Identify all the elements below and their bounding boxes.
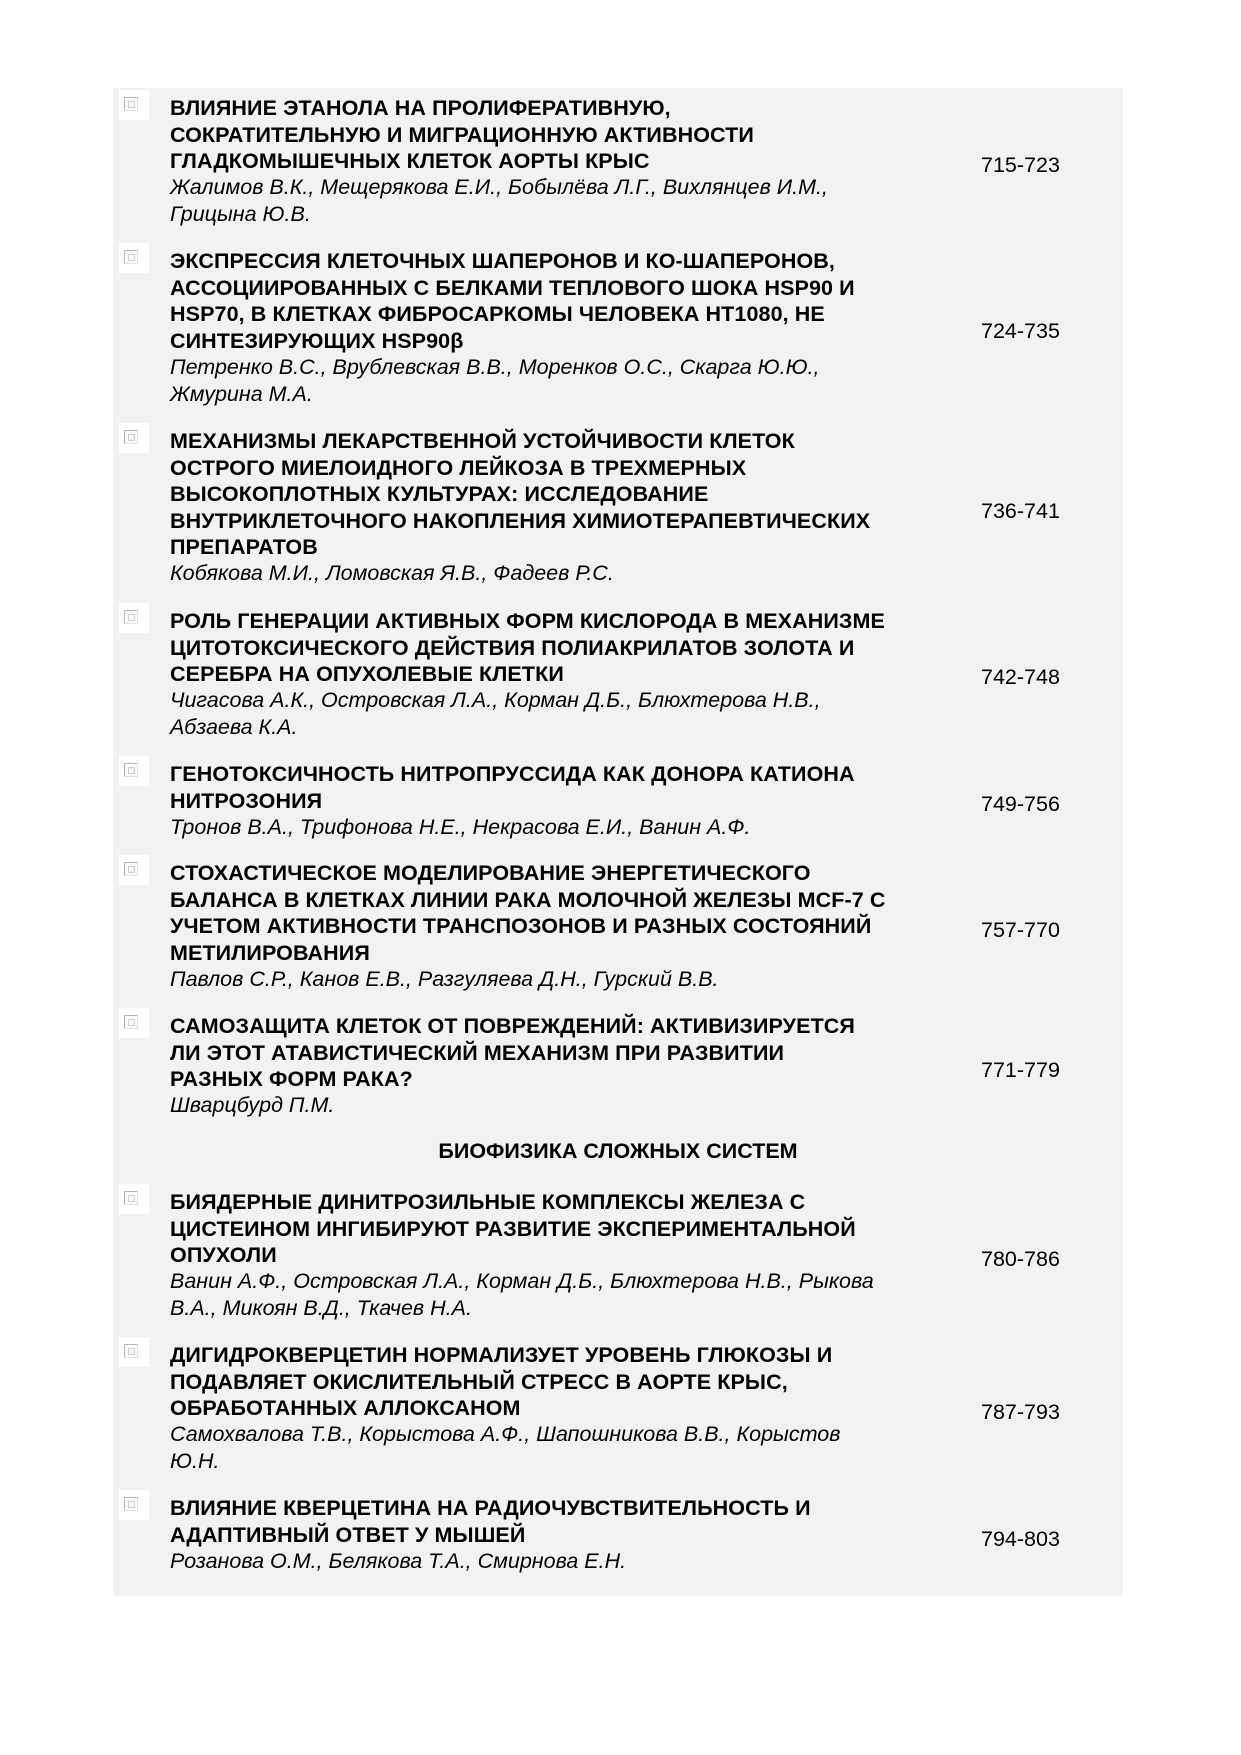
article-pages: 771-779 [981,1058,1060,1082]
article-pages: 780-786 [981,1247,1060,1271]
article-authors: Павлов С.Р., Канов Е.В., Разгуляева Д.Н., Гурский В.В. [170,967,719,991]
article-authors: Шварцбурд П.М. [170,1093,335,1117]
checkbox[interactable] [119,756,149,786]
checkbox-icon [124,1015,138,1029]
article-title[interactable]: ВЛИЯНИЕ КВЕРЦЕТИНА НА РАДИОЧУВСТВИТЕЛЬНОСТЬ И АДАПТИВНЫЙ ОТВЕТ У МЫШЕЙ [170,1496,811,1547]
article-title[interactable]: САМОЗАЩИТА КЛЕТОК ОТ ПОВРЕЖДЕНИЙ: АКТИВИЗИРУЕТСЯ ЛИ ЭТОТ АТАВИСТИЧЕСКИЙ МЕХАНИЗМ ПРИ РАЗВИТИИ РАЗНЫХ ФОРМ РАКА? [170,1014,855,1091]
table-of-contents [113,88,1123,1596]
checkbox-icon [124,1344,138,1358]
article-authors: Чигасова А.К., Островская Л.А., Корман Д.Б., Блюхтерова Н.В., Абзаева К.А. [170,688,821,739]
checkbox[interactable] [119,243,149,273]
article-pages: 749-756 [981,792,1060,816]
article-authors: Ванин А.Ф., Островская Л.А., Корман Д.Б., Блюхтерова Н.В., Рыкова В.А., Микоян В.Д., Ткачев Н.А. [170,1269,874,1320]
article-pages: 757-770 [981,918,1060,942]
article-title[interactable]: ДИГИДРОКВЕРЦЕТИН НОРМАЛИЗУЕТ УРОВЕНЬ ГЛЮКОЗЫ И ПОДАВЛЯЕТ ОКИСЛИТЕЛЬНЫЙ СТРЕСС В АОРТЕ КРЫС, ОБРАБОТАННЫХ АЛЛОКСАНОМ [170,1343,833,1420]
checkbox-icon [124,97,138,111]
article-title[interactable]: ЭКСПРЕССИЯ КЛЕТОЧНЫХ ШАПЕРОНОВ И КО-ШАПЕРОНОВ, АССОЦИИРОВАННЫХ С БЕЛКАМИ ТЕПЛОВОГО ШОКА HSP90 И HSP70, В КЛЕТКАХ ФИБРОСАРКОМЫ ЧЕЛОВЕКА HT1080, НЕ СИНТЕЗИРУЮЩИХ HSP90β [170,249,855,353]
article-authors: Розанова О.М., Белякова Т.А., Смирнова Е.Н. [170,1549,627,1573]
article-pages: 794-803 [981,1527,1060,1551]
article-pages: 715-723 [981,153,1060,177]
article-pages: 736-741 [981,499,1060,523]
checkbox[interactable] [119,1008,149,1038]
article-authors: Самохвалова Т.В., Корыстова А.Ф., Шапошникова В.В., Корыстов Ю.Н. [170,1422,841,1473]
checkbox[interactable] [119,1337,149,1367]
checkbox-icon [124,1497,138,1511]
checkbox-icon [124,430,138,444]
article-pages: 724-735 [981,319,1060,343]
checkbox[interactable] [119,603,149,633]
article-pages: 742-748 [981,665,1060,689]
article-title[interactable]: МЕХАНИЗМЫ ЛЕКАРСТВЕННОЙ УСТОЙЧИВОСТИ КЛЕТОК ОСТРОГО МИЕЛОИДНОГО ЛЕЙКОЗА В ТРЕХМЕРНЫХ ВЫСОКОПЛОТНЫХ КУЛЬТУРАХ: ИССЛЕДОВАНИЕ ВНУТРИКЛЕТОЧНОГО НАКОПЛЕНИЯ ХИМИОТЕРАПЕВТИЧЕСКИХ ПРЕПАРАТОВ [170,429,871,559]
checkbox-icon [124,763,138,777]
article-authors: Тронов В.А., Трифонова Н.Е., Некрасова Е.И., Ванин А.Ф. [170,815,751,839]
checkbox-icon [124,610,138,624]
checkbox-icon [124,862,138,876]
checkbox[interactable] [119,1490,149,1520]
checkbox[interactable] [119,1184,149,1214]
article-authors: Жалимов В.К., Мещерякова Е.И., Бобылёва Л.Г., Вихлянцев И.М., Грицына Ю.В. [170,175,828,226]
article-authors: Кобякова М.И., Ломовская Я.В., Фадеев Р.С. [170,561,614,585]
section-heading: БИОФИЗИКА СЛОЖНЫХ СИСТЕМ [438,1139,798,1163]
checkbox-icon [124,1191,138,1205]
article-title[interactable]: РОЛЬ ГЕНЕРАЦИИ АКТИВНЫХ ФОРМ КИСЛОРОДА В МЕХАНИЗМЕ ЦИТОТОКСИЧЕСКОГО ДЕЙСТВИЯ ПОЛИАКРИЛАТОВ ЗОЛОТА И СЕРЕБРА НА ОПУХОЛЕВЫЕ КЛЕТКИ [170,609,885,686]
checkbox[interactable] [119,90,149,120]
checkbox[interactable] [119,855,149,885]
article-title[interactable]: СТОХАСТИЧЕСКОЕ МОДЕЛИРОВАНИЕ ЭНЕРГЕТИЧЕСКОГО БАЛАНСА В КЛЕТКАХ ЛИНИИ РАКА МОЛОЧНОЙ ЖЕЛЕЗЫ MCF-7 С УЧЕТОМ АКТИВНОСТИ ТРАНСПОЗОНОВ И РАЗНЫХ СОСТОЯНИЙ МЕТИЛИРОВАНИЯ [170,861,886,965]
article-authors: Петренко В.С., Врублевская В.В., Моренков О.С., Скарга Ю.Ю., Жмурина М.А. [170,355,820,406]
article-title[interactable]: БИЯДЕРНЫЕ ДИНИТРОЗИЛЬНЫЕ КОМПЛЕКСЫ ЖЕЛЕЗА С ЦИСТЕИНОМ ИНГИБИРУЮТ РАЗВИТИЕ ЭКСПЕРИМЕНТАЛЬНОЙ ОПУХОЛИ [170,1190,856,1267]
checkbox[interactable] [119,423,149,453]
article-title[interactable]: ГЕНОТОКСИЧНОСТЬ НИТРОПРУССИДА КАК ДОНОРА КАТИОНА НИТРОЗОНИЯ [170,762,855,813]
article-title[interactable]: ВЛИЯНИЕ ЭТАНОЛА НА ПРОЛИФЕРАТИВНУЮ, СОКРАТИТЕЛЬНУЮ И МИГРАЦИОННУЮ АКТИВНОСТИ ГЛАДКОМЫШЕЧНЫХ КЛЕТОК АОРТЫ КРЫС [170,96,754,173]
checkbox-icon [124,250,138,264]
article-pages: 787-793 [981,1400,1060,1424]
